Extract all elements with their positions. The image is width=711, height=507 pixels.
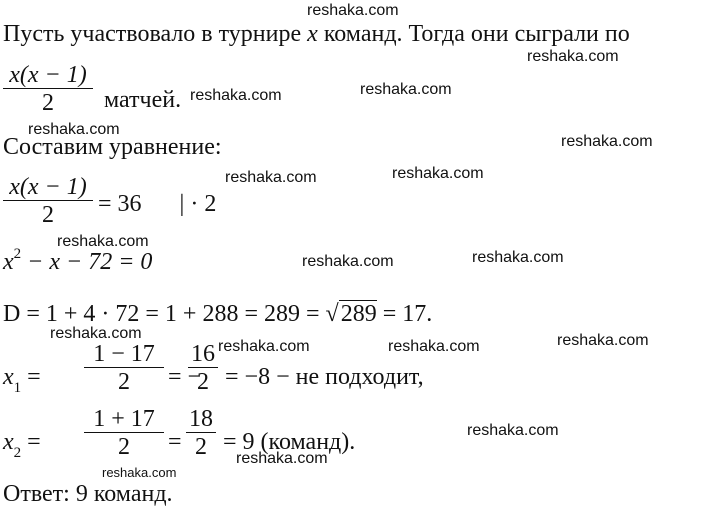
fraction-numerator: 18 (189, 406, 213, 432)
subscript: 1 (13, 380, 22, 396)
fraction-bar (186, 432, 216, 433)
fraction-bar (3, 200, 93, 201)
var-x: x (3, 249, 14, 275)
line-answer (3, 482, 173, 506)
fraction-numerator: 1 + 17 (93, 406, 155, 432)
square-root: √289 (325, 301, 377, 327)
quadratic-rest: − x − 72 = 0 (27, 249, 153, 275)
discriminant-result: = 17. (382, 301, 433, 327)
radicand: 289 (340, 301, 377, 327)
watermark: reshaka.com (225, 169, 317, 186)
fraction-bar (3, 88, 93, 89)
answer-text: Ответ: 9 команд. (3, 481, 173, 507)
equation-rhs (98, 192, 216, 216)
fraction-numerator: 1 − 17 (93, 341, 155, 367)
fraction-denominator: 2 (42, 90, 54, 116)
intro-text: Пусть участвовало в турнире (3, 21, 302, 47)
watermark: reshaka.com (236, 450, 328, 467)
watermark: reshaka.com (190, 87, 282, 104)
line-x2 (3, 429, 41, 461)
fraction-denominator: 2 (42, 202, 54, 228)
fraction-x2-b (186, 407, 216, 459)
x2-eq2 (168, 430, 182, 454)
fraction-bar (84, 367, 164, 368)
line-discriminant (3, 302, 432, 326)
exponent: 2 (13, 246, 22, 262)
line-x1 (3, 364, 41, 396)
line-quadratic (3, 246, 153, 275)
x1-tail (225, 365, 424, 389)
var-x: x (307, 21, 318, 47)
var-x1: x (3, 364, 14, 390)
watermark: reshaka.com (102, 465, 177, 480)
discriminant-text: D = 1 + 4 · 72 = 1 + 288 = 289 = (3, 301, 320, 327)
watermark: reshaka.com (392, 165, 484, 182)
line-matches (104, 88, 181, 112)
fraction-bar (188, 367, 218, 368)
line-intro (3, 22, 630, 46)
fraction-denominator: 2 (118, 369, 130, 395)
watermark: reshaka.com (302, 253, 394, 270)
subscript: 2 (13, 445, 22, 461)
equals: = (27, 429, 41, 455)
var-x2: x (3, 429, 14, 455)
equals: = (27, 364, 41, 390)
equation-heading: Составим уравнение: (3, 134, 222, 160)
fraction-numerator: 16 (191, 341, 215, 367)
watermark: reshaka.com (561, 133, 653, 150)
watermark: reshaka.com (28, 121, 120, 138)
watermark: reshaka.com (307, 2, 399, 19)
fraction-x1-b (188, 342, 218, 394)
x1-result: = −8 − не подходит, (225, 364, 424, 390)
fraction-x2 (84, 407, 164, 459)
watermark: reshaka.com (557, 332, 649, 349)
watermark: reshaka.com (50, 325, 142, 342)
multiply-note: | · 2 (179, 191, 217, 217)
watermark: reshaka.com (360, 81, 452, 98)
watermark: reshaka.com (472, 249, 564, 266)
fraction-denominator: 2 (197, 369, 209, 395)
equals: = (168, 429, 182, 455)
fraction-denominator: 2 (118, 434, 130, 460)
fraction-numerator: x(x − 1) (9, 174, 87, 200)
watermark: reshaka.com (218, 338, 310, 355)
intro-text-2: команд. Тогда они сыграли по (323, 21, 630, 47)
fraction-matches (3, 63, 93, 115)
equation-rhs-text: = 36 (98, 191, 142, 217)
fraction-equation (3, 175, 93, 227)
watermark: reshaka.com (467, 422, 559, 439)
fraction-x1 (84, 342, 164, 394)
fraction-numerator: x(x − 1) (9, 62, 87, 88)
watermark: reshaka.com (57, 233, 149, 250)
watermark: reshaka.com (388, 338, 480, 355)
x2-result: = 9 (команд). (223, 429, 356, 455)
equals-minus: = − (168, 364, 202, 390)
watermark: reshaka.com (527, 48, 619, 65)
fraction-bar (84, 432, 164, 433)
matches-text: матчей. (104, 87, 182, 113)
fraction-denominator: 2 (195, 434, 207, 460)
